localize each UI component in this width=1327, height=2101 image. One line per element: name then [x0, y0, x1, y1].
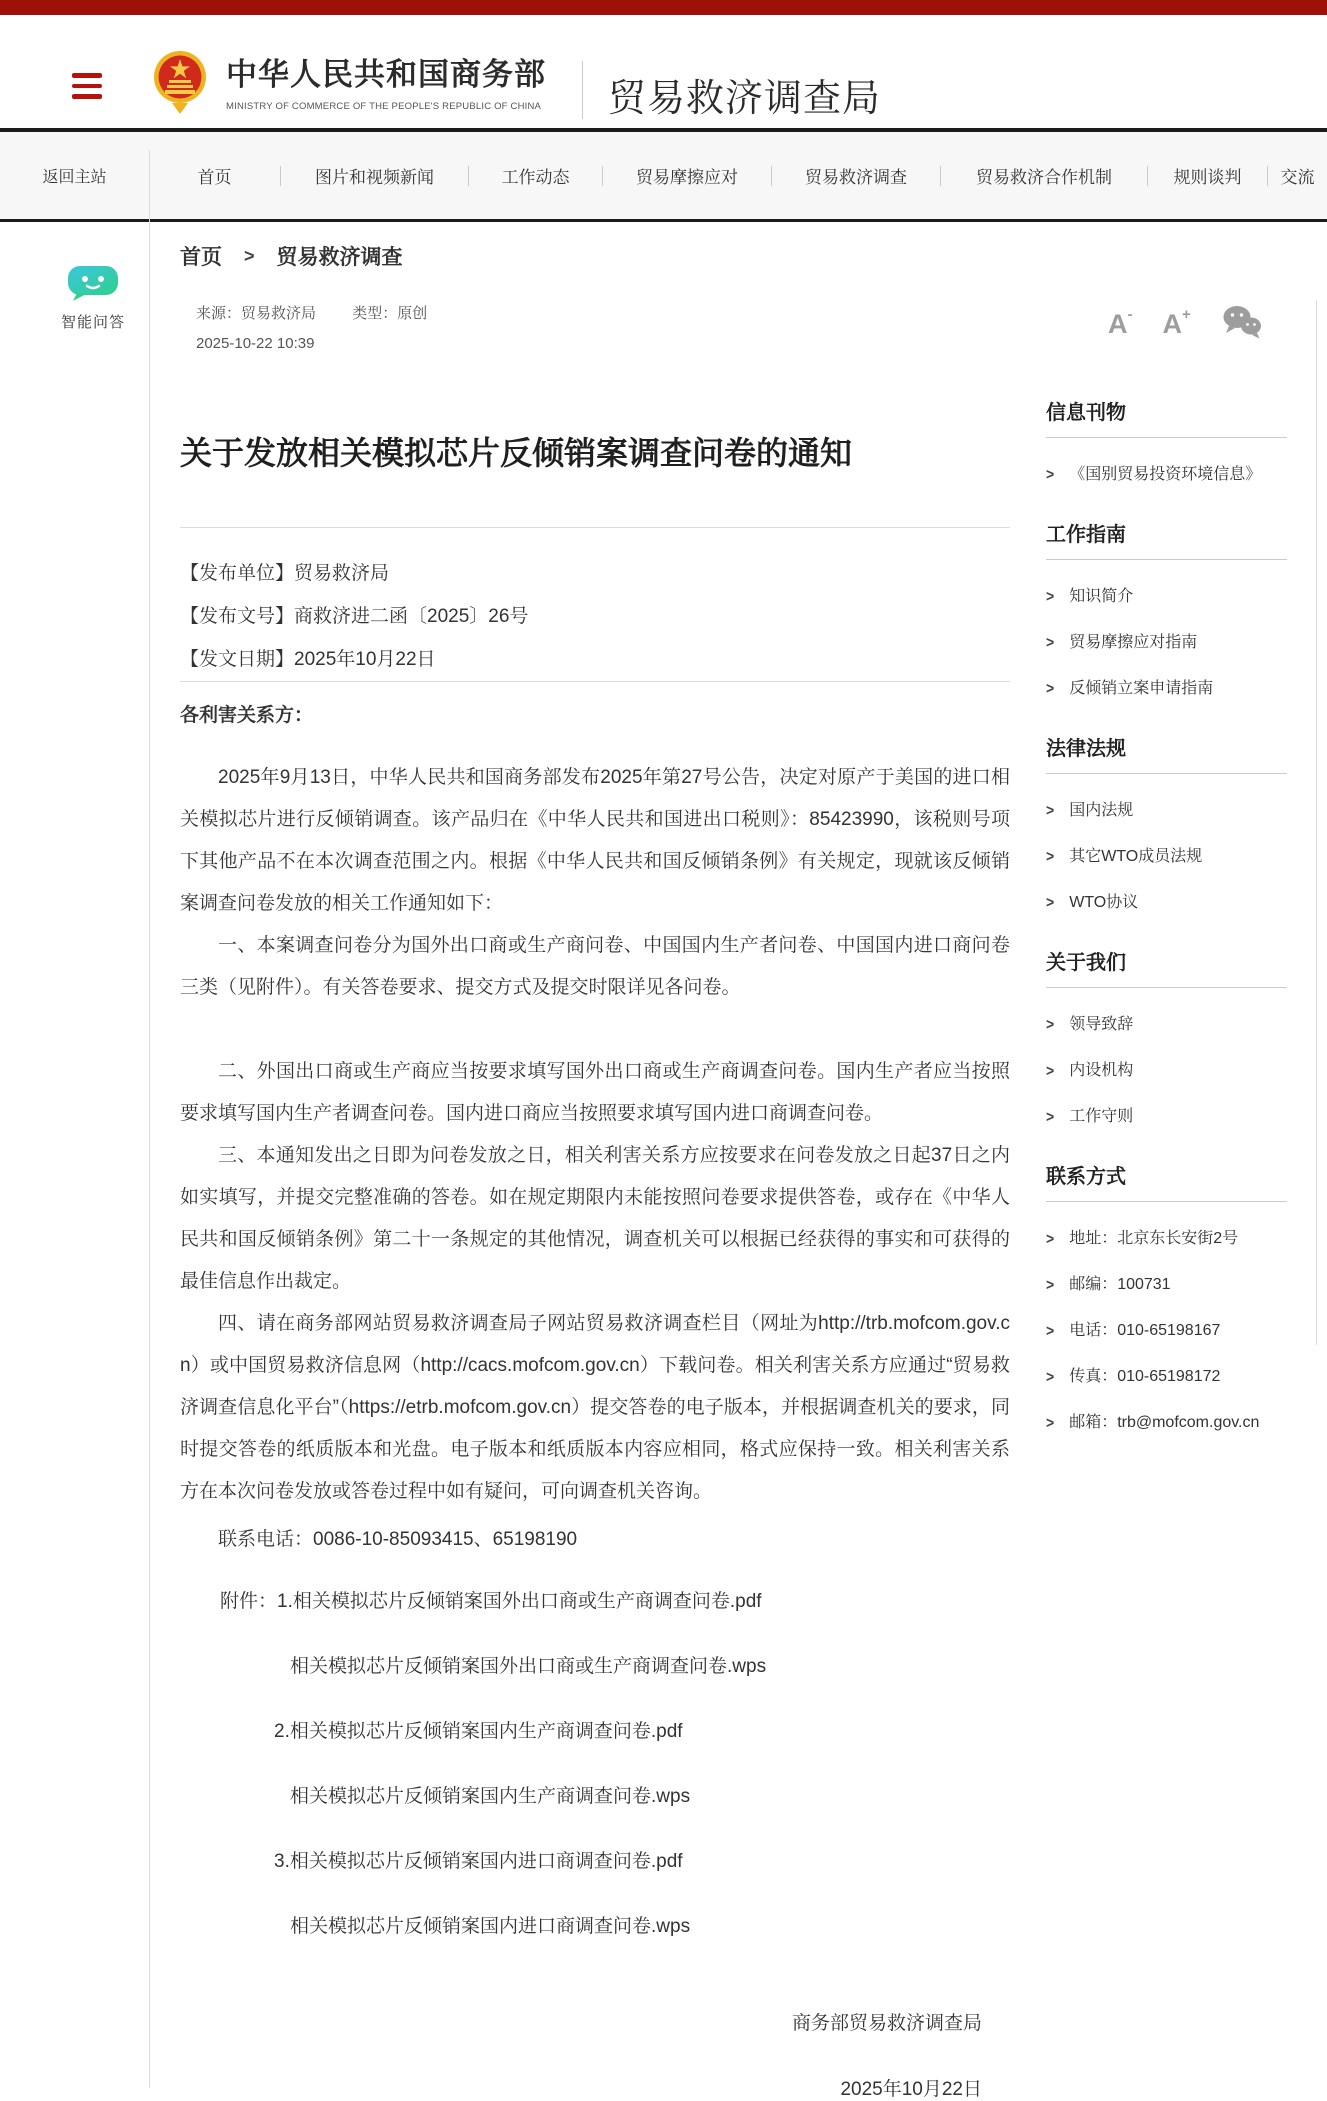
sidebar-item-label: 知识简介: [1069, 588, 1134, 605]
document-number: 【发布文号】商救济进二函〔2025〕26号: [180, 606, 529, 628]
chevron-right-icon: >: [1046, 1014, 1055, 1034]
top-red-bar: [0, 0, 1327, 15]
article-paragraph: 三、本通知发出之日即为问卷发放之日，相关利害关系方应按要求在问卷发放之日起37日之内如实填写，并提交完整准确的答卷。如在规定期限内未能按照问卷要求提供答卷，或存在《中华人民共和国反倾销条例》第二十一条规定的其他情况，调查机关可以根据已经获得的事实和可获得的最佳信息作出裁定。: [180, 1145, 1010, 1293]
sidebar-section-title: 关于我们: [1046, 952, 1126, 974]
chevron-right-icon: >: [1046, 1320, 1055, 1340]
sidebar-item[interactable]: [1046, 1103, 1287, 1126]
chevron-right-icon: >: [1046, 846, 1055, 866]
attachment-link[interactable]: 相关模拟芯片反倾销案国内进口商调查问卷.wps: [290, 1916, 691, 1938]
smart-qa-label: 智能问答: [60, 314, 125, 331]
nav-bottom-line: [0, 219, 1327, 222]
nav-item-home[interactable]: 首页: [197, 168, 232, 187]
attachment-link[interactable]: 3.相关模拟芯片反倾销案国内进口商调查问卷.pdf: [274, 1851, 683, 1873]
nav-item-trade-friction[interactable]: 贸易摩擦应对: [636, 168, 738, 187]
sidebar-section-about-us: [1046, 946, 1287, 1126]
sidebar-item-label: 内设机构: [1069, 1062, 1134, 1079]
sidebar-item[interactable]: [1046, 843, 1287, 866]
sidebar-item-label: 邮箱：trb@mofcom.gov.cn: [1069, 1414, 1260, 1431]
sidebar-item-label: WTO协议: [1069, 894, 1139, 911]
site-header: [0, 15, 1327, 128]
sidebar-item-label: 地址：北京东长安街2号: [1069, 1230, 1239, 1247]
sidebar-section-laws: [1046, 732, 1287, 912]
header-divider: [582, 61, 583, 119]
ministry-subtitle-en: MINISTRY OF COMMERCE OF THE PEOPLE'S REPUBLIC OF CHINA: [226, 101, 542, 112]
publish-date: 【发文日期】2025年10月22日: [180, 649, 436, 671]
sidebar-item[interactable]: [1046, 583, 1287, 606]
chevron-right-icon: >: [1046, 1274, 1055, 1294]
attachment-link[interactable]: 2.相关模拟芯片反倾销案国内生产商调查问卷.pdf: [274, 1721, 683, 1743]
attachment-link[interactable]: 相关模拟芯片反倾销案国内生产商调查问卷.wps: [290, 1786, 691, 1808]
article-paragraph: 四、请在商务部网站贸易救济调查局子网站贸易救济调查栏目（网址为http://trb.mofcom.gov.cn）或中国贸易救济信息网（http://cacs.mofcom.gov.cn）下载问卷。相关利害关系方应通过“贸易救济调查信息化平台”（https://etrb.mofcom.gov.cn）提交答卷的电子版本，并根据调查机关的要求，同时提交答卷的纸质版本和光盘。电子版本和纸质版本内容应相同，格式应保持一致。相关利害关系方在本次问卷发放或答卷过程中如有疑问，可向调查机关咨询。: [180, 1313, 1010, 1503]
chevron-right-icon: >: [1046, 632, 1055, 652]
attachment-link[interactable]: 1.相关模拟芯片反倾销案国外出口商或生产商调查问卷.pdf: [277, 1591, 762, 1613]
smart-qa-button[interactable]: [58, 264, 128, 332]
sidebar-section-title: 信息刊物: [1046, 402, 1126, 424]
nav-item-rules-negotiation[interactable]: 规则谈判: [1173, 168, 1242, 187]
publish-unit: 【发布单位】贸易救济局: [180, 563, 390, 585]
sidebar-item[interactable]: [1046, 797, 1287, 820]
chevron-right-icon: >: [1046, 1106, 1055, 1126]
chevron-right-icon: >: [1046, 1228, 1055, 1248]
sidebar-section-title: 工作指南: [1046, 524, 1126, 546]
chevron-right-icon: >: [1046, 800, 1055, 820]
salutation: 各利害关系方：: [180, 705, 314, 727]
contact-phone: 联系电话：0086-10-85093415、65198190: [218, 1529, 578, 1551]
sidebar-item[interactable]: [1046, 461, 1287, 484]
sidebar-item-label: 贸易摩擦应对指南: [1069, 634, 1198, 651]
article-info-block: [180, 552, 1010, 681]
info-divider: [180, 681, 1010, 682]
chevron-right-icon: >: [1046, 464, 1055, 484]
attachment-link[interactable]: 相关模拟芯片反倾销案国外出口商或生产商调查问卷.wps: [290, 1656, 767, 1678]
sidebar-item-label: 其它WTO成员法规: [1069, 848, 1203, 865]
ministry-title: 中华人民共和国商务部: [226, 57, 546, 92]
sidebar-item-label: 《国别贸易投资环境信息》: [1069, 466, 1262, 483]
national-emblem-logo: [152, 49, 208, 120]
page-title: 关于发放相关模拟芯片反倾销案调查问卷的通知: [180, 435, 853, 472]
chevron-right-icon: >: [1046, 678, 1055, 698]
sidebar-item-label: 国内法规: [1069, 802, 1134, 819]
sidebar-section-title: 联系方式: [1046, 1166, 1126, 1188]
left-rail-divider: [149, 150, 150, 2088]
chevron-right-icon: >: [1046, 586, 1055, 606]
sidebar-item[interactable]: [1046, 1011, 1287, 1034]
sidebar-item[interactable]: [1046, 629, 1287, 652]
breadcrumb-home[interactable]: 首页: [180, 246, 222, 269]
sidebar-section-contact: [1046, 1160, 1287, 1432]
bureau-title: 贸易救济调查局: [608, 78, 882, 120]
sidebar-item[interactable]: [1046, 889, 1287, 912]
chevron-right-icon: >: [1046, 1412, 1055, 1432]
article: [180, 410, 1010, 2101]
sidebar-section-publications: [1046, 396, 1287, 484]
breadcrumb-current[interactable]: 贸易救济调查: [276, 246, 403, 269]
nav-item-photos-videos[interactable]: 图片和视频新闻: [315, 168, 434, 187]
signature: 商务部贸易救济调查局: [791, 2013, 982, 2035]
meta-datetime: 2025-10-22 10:39: [196, 335, 315, 352]
smart-qa-icon: [65, 264, 121, 302]
chevron-right-icon: >: [1046, 1060, 1055, 1080]
nav-back-home[interactable]: 返回主站: [42, 169, 107, 186]
sidebar-item-label: 邮编：100731: [1069, 1276, 1171, 1293]
hamburger-menu-icon[interactable]: [72, 73, 102, 99]
nav-item-work-updates[interactable]: 工作动态: [501, 168, 570, 187]
breadcrumb-separator: >: [244, 245, 255, 266]
wechat-share-icon[interactable]: [1221, 305, 1263, 339]
sidebar-item-phone[interactable]: [1046, 1317, 1287, 1340]
sidebar-section-work-guide: [1046, 518, 1287, 698]
chevron-right-icon: >: [1046, 1366, 1055, 1386]
article-paragraph: 2025年9月13日，中华人民共和国商务部发布2025年第27号公告，决定对原产于美国的进口相关模拟芯片进行反倾销调查。该产品归在《中华人民共和国进出口税则》：85423990，该税则号项下其他产品不在本次调查范围之内。根据《中华人民共和国反倾销条例》有关规定，现就该反倾销案调查问卷发放的相关工作通知如下：: [180, 767, 1010, 915]
sidebar-item-label: 电话：010-65198167: [1069, 1322, 1221, 1339]
sidebar-right-border: [1316, 300, 1317, 1345]
attachments-label: 附件：: [220, 1591, 278, 1613]
sidebar-item-label: 传真：010-65198172: [1069, 1368, 1221, 1385]
font-increase-button[interactable]: A+: [1162, 306, 1191, 339]
sidebar-section-title: 法律法规: [1046, 738, 1126, 760]
attachments-block: [180, 1591, 1010, 1938]
font-decrease-button[interactable]: A-: [1108, 306, 1133, 339]
nav-item-exchange[interactable]: 交流: [1280, 168, 1315, 187]
nav-items: [149, 132, 1327, 219]
sidebar-item-fax[interactable]: [1046, 1363, 1287, 1386]
sidebar-item-label: 反倾销立案申请指南: [1069, 680, 1214, 697]
article-meta: [196, 302, 427, 352]
sidebar-item-zipcode[interactable]: [1046, 1271, 1287, 1294]
sidebar-item[interactable]: [1046, 675, 1287, 698]
signature-date: 2025年10月22日: [840, 2079, 982, 2101]
sidebar-item-label: 领导致辞: [1069, 1016, 1134, 1033]
sidebar-item-address[interactable]: [1046, 1225, 1287, 1248]
main-nav: [0, 132, 1327, 219]
article-paragraph: 一、本案调查问卷分为国外出口商或生产商问卷、中国国内生产者问卷、中国国内进口商问卷三类（见附件）。有关答卷要求、提交方式及提交时限详见各问卷。: [180, 935, 1010, 999]
chevron-right-icon: >: [1046, 892, 1055, 912]
sidebar-item-email[interactable]: [1046, 1409, 1287, 1432]
sidebar: [1046, 396, 1287, 1432]
nav-item-cooperation-mechanism[interactable]: 贸易救济合作机制: [976, 168, 1112, 187]
breadcrumb: [180, 241, 403, 271]
meta-source: 来源：贸易救济局: [196, 305, 317, 322]
sidebar-item[interactable]: [1046, 1057, 1287, 1080]
article-paragraph: 二、外国出口商或生产商应当按要求填写国外出口商或生产商调查问卷。国内生产者应当按照要求填写国内生产者调查问卷。国内进口商应当按照要求填写国内进口商调查问卷。: [180, 1061, 1010, 1125]
title-divider: [180, 527, 1010, 528]
sidebar-item-label: 工作守则: [1069, 1108, 1134, 1125]
meta-type: 类型：原创: [352, 305, 428, 322]
page-tools: [1108, 304, 1263, 339]
nav-item-trade-remedy-investigation[interactable]: 贸易救济调查: [805, 168, 907, 187]
